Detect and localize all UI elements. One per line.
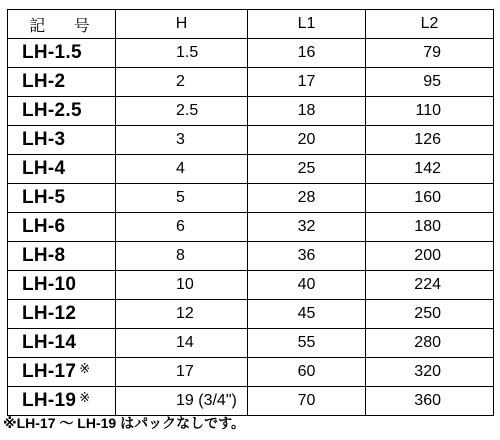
cell-code: [8, 184, 116, 213]
table-row: [8, 387, 494, 416]
cell-l1: 60: [248, 358, 366, 387]
note-mark: ※: [79, 361, 91, 376]
cell-h: 4: [116, 155, 248, 184]
code-text: LH-6: [22, 216, 66, 237]
table-row: [8, 271, 494, 300]
cell-l1: 36: [248, 242, 366, 271]
cell-code: [8, 300, 116, 329]
cell-h: 2: [116, 68, 248, 97]
table-row: [8, 300, 494, 329]
cell-l2: 110: [366, 97, 494, 126]
code-text: LH-4: [22, 158, 66, 179]
table-row: [8, 126, 494, 155]
cell-code: [8, 242, 116, 271]
code-text: LH-17: [22, 361, 77, 382]
cell-l2: 250: [366, 300, 494, 329]
cell-l1: 25: [248, 155, 366, 184]
cell-l1: 55: [248, 329, 366, 358]
cell-l2: 224: [366, 271, 494, 300]
table-row: [8, 242, 494, 271]
cell-h: 14: [116, 329, 248, 358]
cell-h: 1.5: [116, 39, 248, 68]
footnote: ※LH-17 ～ LH-19 はパックなしです。: [3, 415, 245, 431]
cell-h: 2.5: [116, 97, 248, 126]
code-text: LH-19: [22, 390, 77, 411]
code-text: LH-3: [22, 129, 66, 150]
header-h: H: [116, 10, 248, 39]
table-row: [8, 184, 494, 213]
cell-h: 8: [116, 242, 248, 271]
note-mark: ※: [79, 390, 91, 405]
cell-h: 17: [116, 358, 248, 387]
code-text: LH-2: [22, 71, 66, 92]
cell-code: [8, 387, 116, 416]
cell-l2: 95: [366, 68, 494, 97]
code-text: LH-10: [22, 274, 77, 295]
cell-code: [8, 358, 116, 387]
spec-table: [7, 9, 494, 416]
cell-l2: 320: [366, 358, 494, 387]
table-row: [8, 358, 494, 387]
code-text: LH-5: [22, 187, 66, 208]
cell-code: [8, 213, 116, 242]
cell-h: 6: [116, 213, 248, 242]
table-row: [8, 329, 494, 358]
cell-l1: 45: [248, 300, 366, 329]
table-row: [8, 68, 494, 97]
cell-h: 19 (3/4"): [116, 387, 248, 416]
header-l1: L1: [248, 10, 366, 39]
code-text: LH-2.5: [22, 100, 82, 121]
cell-l2: 180: [366, 213, 494, 242]
cell-l1: 40: [248, 271, 366, 300]
code-text: LH-1.5: [22, 42, 82, 63]
table-row: [8, 97, 494, 126]
cell-l2: 160: [366, 184, 494, 213]
code-text: LH-14: [22, 332, 77, 353]
cell-l1: 28: [248, 184, 366, 213]
cell-h: 3: [116, 126, 248, 155]
cell-l2: 200: [366, 242, 494, 271]
table-row: [8, 213, 494, 242]
cell-code: [8, 155, 116, 184]
cell-code: [8, 126, 116, 155]
table-row: [8, 39, 494, 68]
cell-code: [8, 97, 116, 126]
cell-code: [8, 271, 116, 300]
cell-l1: 18: [248, 97, 366, 126]
cell-code: [8, 39, 116, 68]
header-code: 記 号: [8, 10, 116, 39]
cell-l2: 360: [366, 387, 494, 416]
cell-h: 12: [116, 300, 248, 329]
cell-l1: 32: [248, 213, 366, 242]
cell-l2: 142: [366, 155, 494, 184]
cell-l1: 70: [248, 387, 366, 416]
cell-l1: 20: [248, 126, 366, 155]
cell-l2: 126: [366, 126, 494, 155]
cell-code: [8, 329, 116, 358]
cell-l1: 17: [248, 68, 366, 97]
cell-l1: 16: [248, 39, 366, 68]
cell-h: 5: [116, 184, 248, 213]
cell-h: 10: [116, 271, 248, 300]
table-row: [8, 155, 494, 184]
cell-l2: 79: [366, 39, 494, 68]
cell-code: [8, 68, 116, 97]
code-text: LH-12: [22, 303, 77, 324]
header-l2: L2: [366, 10, 494, 39]
table-body: [8, 39, 494, 416]
cell-l2: 280: [366, 329, 494, 358]
code-text: LH-8: [22, 245, 66, 266]
header-row: [8, 10, 494, 39]
